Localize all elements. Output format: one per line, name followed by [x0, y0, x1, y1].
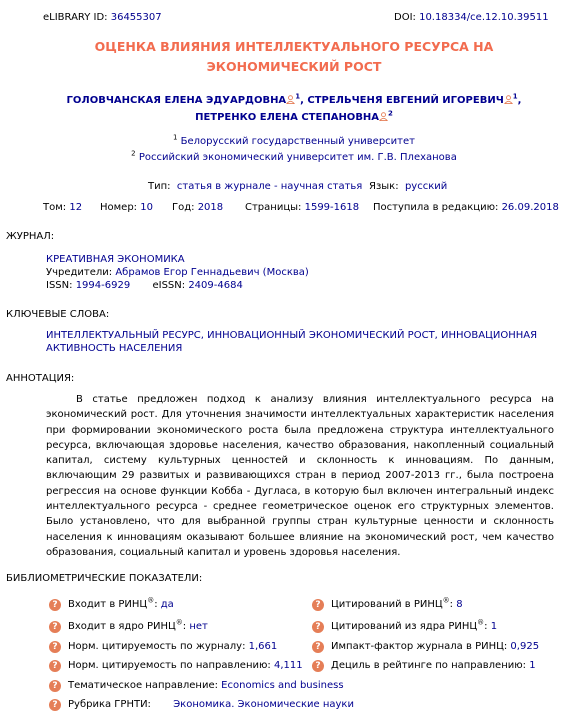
affiliation-2: $^2$ Российский экономический университет им. Г.В. Плеханова [131, 149, 457, 163]
help-icon[interactable]: ? [312, 599, 324, 611]
elibrary-id-label: eLIBRARY ID: [43, 12, 108, 23]
author-link-1[interactable]: ГОЛОВЧАНСКАЯ ЕЛЕНА ЭДУАРДОВНА [66, 95, 287, 106]
affiliations [0, 134, 588, 166]
help-icon[interactable]: ? [312, 621, 324, 633]
help-icon[interactable]: ? [312, 660, 324, 672]
metric-value: 1 [529, 660, 536, 671]
received-date-value: 26.09.2018 [501, 202, 559, 213]
article-title [0, 37, 588, 77]
keywords-line-2[interactable]: АКТИВНОСТЬ НАСЕЛЕНИЯ [46, 343, 183, 354]
metric-citations-rinc: Цитирований в РИНЦ®: 8 [331, 596, 463, 610]
affiliation-1: $^1$ Белорусский государственный университет [172, 133, 415, 147]
author-sup-1: 1 [295, 92, 301, 101]
keywords-line-1[interactable]: ИНТЕЛЛЕКТУАЛЬНЫЙ РЕСУРС, ИННОВАЦИОННЫЙ ЭКОНОМИЧЕСКИЙ РОСТ, ИННОВАЦИОННАЯ [46, 330, 538, 341]
metric-impact-factor: Импакт-фактор журнала в РИНЦ: 0,925 [331, 641, 540, 652]
metric-value: нет [189, 621, 208, 632]
metric-value: да [160, 599, 174, 610]
person-icon [504, 95, 513, 104]
keywords-heading: КЛЮЧЕВЫЕ СЛОВА: [6, 309, 110, 320]
person-icon [379, 112, 388, 121]
journal-eissn: 2409-4684 [188, 280, 243, 291]
volume: Том: 12 [43, 202, 83, 213]
abstract-text: В статье предложен подход к анализу влияния интеллектуального ресурса на экономический рост. Для уточнения значимости интеллектуальных характеристик населения при формировании экономического роста была предложена структура интеллектуального ресурса, включающая здоровье населения, качество образования, накопленный социальный капитал, систему культурных ценностей и склонность к инновациям. По данным, включающим 29 развитых и развивающихся стран в период 2007-2013 гг., была построена регрессия на основе функции Кобба - Дугласа, в которую был включен интегральный индекс интеллектуального ресурса - среднее геометрическое оценок его структурных элементов. Было установлено, что для выбранной группы стран культурные ценности и склонность населения к инновациям оказывают большее влияние на экономический рост, чем качество образования, социальный капитал и уровень здоровья населения. [46, 394, 554, 558]
year-value: 2018 [197, 202, 224, 213]
title-line-2: ЭКОНОМИЧЕСКИЙ РОСТ [206, 59, 382, 74]
journal-name-link[interactable]: КРЕАТИВНАЯ ЭКОНОМИКА [46, 254, 185, 265]
author-link-3[interactable]: ПЕТРЕНКО ЕЛЕНА СТЕПАНОВНА [195, 112, 380, 123]
year: Год: 2018 [172, 202, 224, 213]
metric-in-rinc: Входит в РИНЦ®: да [68, 596, 174, 610]
authors: ГОЛОВЧАНСКАЯ ЕЛЕНА ЭДУАРДОВНА $^1$, СТРЕЛЬЧЕНЯ ЕВГЕНИЙ ИГОРЕВИЧ $^1$, ПЕТРЕНКО ЕЛЕНА СТЕПАНОВНА $^2$ [66, 92, 522, 123]
person-icon [286, 95, 295, 104]
help-icon[interactable]: ? [49, 621, 61, 633]
received-date: Поступила в редакцию: 26.09.2018 [373, 202, 559, 213]
help-icon[interactable]: ? [49, 660, 61, 672]
issue-number-link[interactable]: 10 [140, 202, 153, 213]
article-language-value: русский [404, 181, 448, 192]
volume-value: 12 [69, 202, 83, 213]
help-icon[interactable]: ? [49, 599, 61, 611]
article-type: Тип: статья в журнале - научная статья [148, 181, 363, 192]
author-link-2[interactable]: СТРЕЛЬЧЕНЯ ЕВГЕНИЙ ИГОРЕВИЧ [307, 95, 504, 106]
journal-issn: 1994-6929 [75, 280, 131, 291]
metric-in-rinc-core: Входит в ядро РИНЦ®: нет [68, 618, 208, 632]
grnti-rubric: Рубрика ГРНТИ: Экономика. Экономические науки [68, 699, 354, 710]
help-icon[interactable]: ? [312, 641, 324, 653]
article-language: Язык: русский [369, 181, 448, 192]
pages: Страницы: 1599-1618 [245, 202, 360, 213]
metric-norm-journal: Норм. цитируемость по журналу: 1,661 [68, 641, 278, 652]
journal-heading: ЖУРНАЛ: [6, 231, 55, 242]
doi [394, 12, 549, 23]
thematic-direction-value: Economics and business [221, 680, 344, 691]
abstract-heading: АННОТАЦИЯ: [6, 373, 75, 384]
help-icon[interactable]: ? [49, 641, 61, 653]
issue-number: Номер: 10 [100, 202, 153, 213]
doi-label: DOI: [394, 12, 416, 23]
bibliometrics-heading: БИБЛИОМЕТРИЧЕСКИЕ ПОКАЗАТЕЛИ: [6, 573, 203, 584]
metric-value: 0,925 [510, 641, 540, 652]
author-sup-2: 1 [512, 92, 518, 101]
metric-value-link[interactable]: 1 [490, 621, 498, 632]
metric-decile: Дециль в рейтинге по направлению: 1 [331, 660, 536, 671]
author-sup-3: 2 [388, 109, 393, 118]
journal-block: КРЕАТИВНАЯ ЭКОНОМИКА Учредители: Абрамов Егор Геннадьевич (Москва) ISSN: 1994-6929 eISSN: 2409-4684 [46, 254, 309, 291]
metric-value: 4,111 [273, 660, 303, 671]
metric-value: 1,661 [248, 641, 278, 652]
elibrary-id-value: 36455307 [110, 12, 162, 23]
pages-value: 1599-1618 [304, 202, 360, 213]
help-icon[interactable]: ? [49, 680, 61, 692]
thematic-direction: Тематическое направление: Economics and business [68, 680, 344, 691]
elibrary-id [43, 12, 162, 23]
article-type-value: статья в журнале - научная статья [176, 181, 363, 192]
grnti-rubric-value: Экономика. Экономические науки [173, 699, 354, 710]
help-icon[interactable]: ? [49, 699, 61, 711]
journal-founder: Абрамов Егор Геннадьевич (Москва) [115, 267, 309, 278]
metric-citations-core: Цитирований из ядра РИНЦ®: 1 [331, 618, 498, 632]
metric-norm-direction: Норм. цитируемость по направлению: 4,111 [68, 660, 303, 671]
title-line-1: ОЦЕНКА ВЛИЯНИЯ ИНТЕЛЛЕКТУАЛЬНОГО РЕСУРСА НА [94, 39, 494, 54]
metric-value-link[interactable]: 8 [456, 599, 463, 610]
keywords-list [46, 329, 537, 355]
doi-link[interactable]: 10.18334/ce.12.10.39511 [419, 12, 549, 23]
